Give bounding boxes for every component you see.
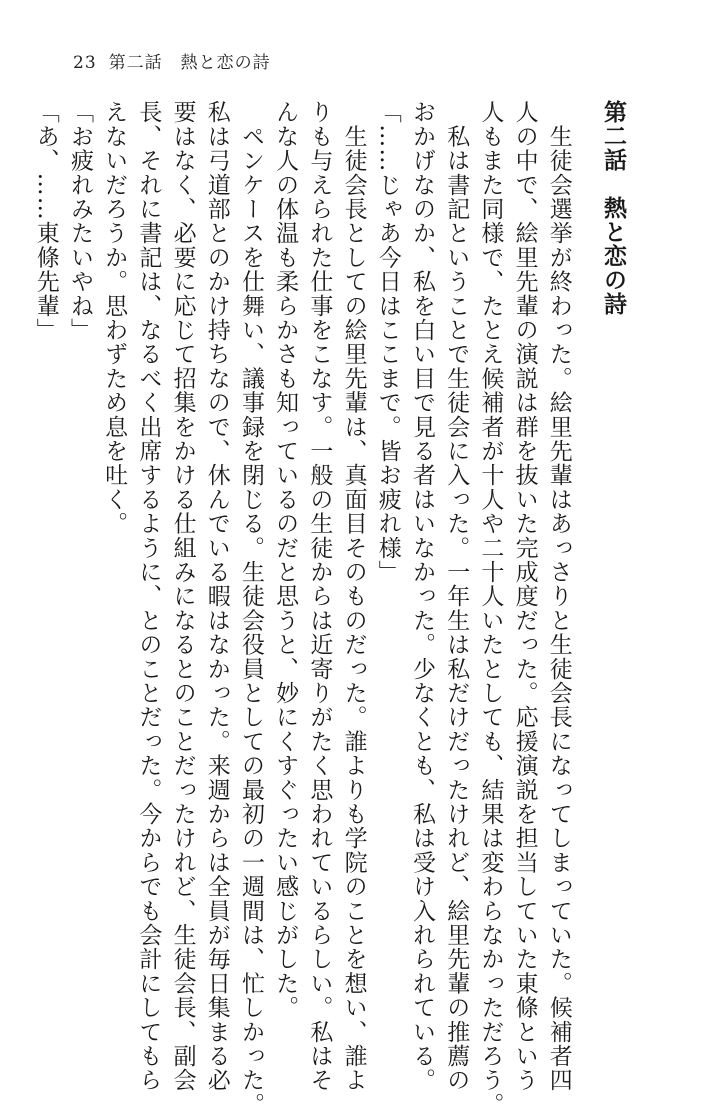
text-line: 私は弓道部とのかけ持ちなので、休んでいる暇はなかった。来週からは全員が毎日集まる必: [203, 100, 230, 1093]
vertical-body-text: [32, 100, 630, 1116]
text-line: 生徒会長としての絵里先輩は、真面目そのものだった。誰よりも学院のことを想い、誰よ: [340, 100, 367, 1093]
page-number: 23: [73, 53, 97, 73]
running-head: [73, 48, 271, 73]
text-line: りも与えられた仕事をこなす。一般の生徒からは近寄りがたく思われているらしい。私はそ: [306, 100, 333, 1093]
text-line: 人もまた同様で、たとえ候補者が十人や二十人いたとしても、結果は変わらなかっただろう。: [477, 100, 504, 1116]
running-head-title: 第二話 熱と恋の詩: [108, 53, 271, 73]
text-line: 「あ、……東條先輩」: [32, 100, 59, 342]
text-line: 私は書記ということで生徒会に入った。一年生は私だけだったけれど、絵里先輩の推薦の: [443, 100, 470, 1093]
text-line: おかげなのか、私を白い目で見る者はいなかった。少なくとも、私は受け入れられている。: [408, 100, 435, 1093]
text-line: 長、それに書記は、なるべく出席するように、とのことだった。今からでも会計にしてもら: [135, 100, 162, 1093]
chapter-title: 第二話 熱と恋の詩: [600, 100, 626, 316]
text-line: 「……じゃあ今日はここまで。皆お疲れ様」: [374, 100, 401, 584]
text-line: 生徒会選挙が終わった。絵里先輩はあっさりと生徒会長になってしまっていた。候補者四: [545, 100, 572, 1093]
text-line: 「お疲れみたいやね」: [66, 100, 93, 342]
text-line: 人の中で、絵里先輩の演説は群を抜いた完成度だった。応援演説を担当していた東條という: [511, 100, 538, 1093]
text-line: 要はなく、必要に応じて招集をかける仕組みになるとのことだったけれど、生徒会長、副会: [169, 100, 196, 1093]
text-line: んな人の体温も柔らかさも知っているのだと思うと、妙にくすぐったい感じがした。: [272, 100, 299, 1020]
text-line: えないだろうか。思わずため息を吐く。: [101, 100, 128, 536]
text-line: ペンケースを仕舞い、議事録を閉じる。生徒会役員としての最初の一週間は、忙しかった。: [237, 100, 264, 1116]
